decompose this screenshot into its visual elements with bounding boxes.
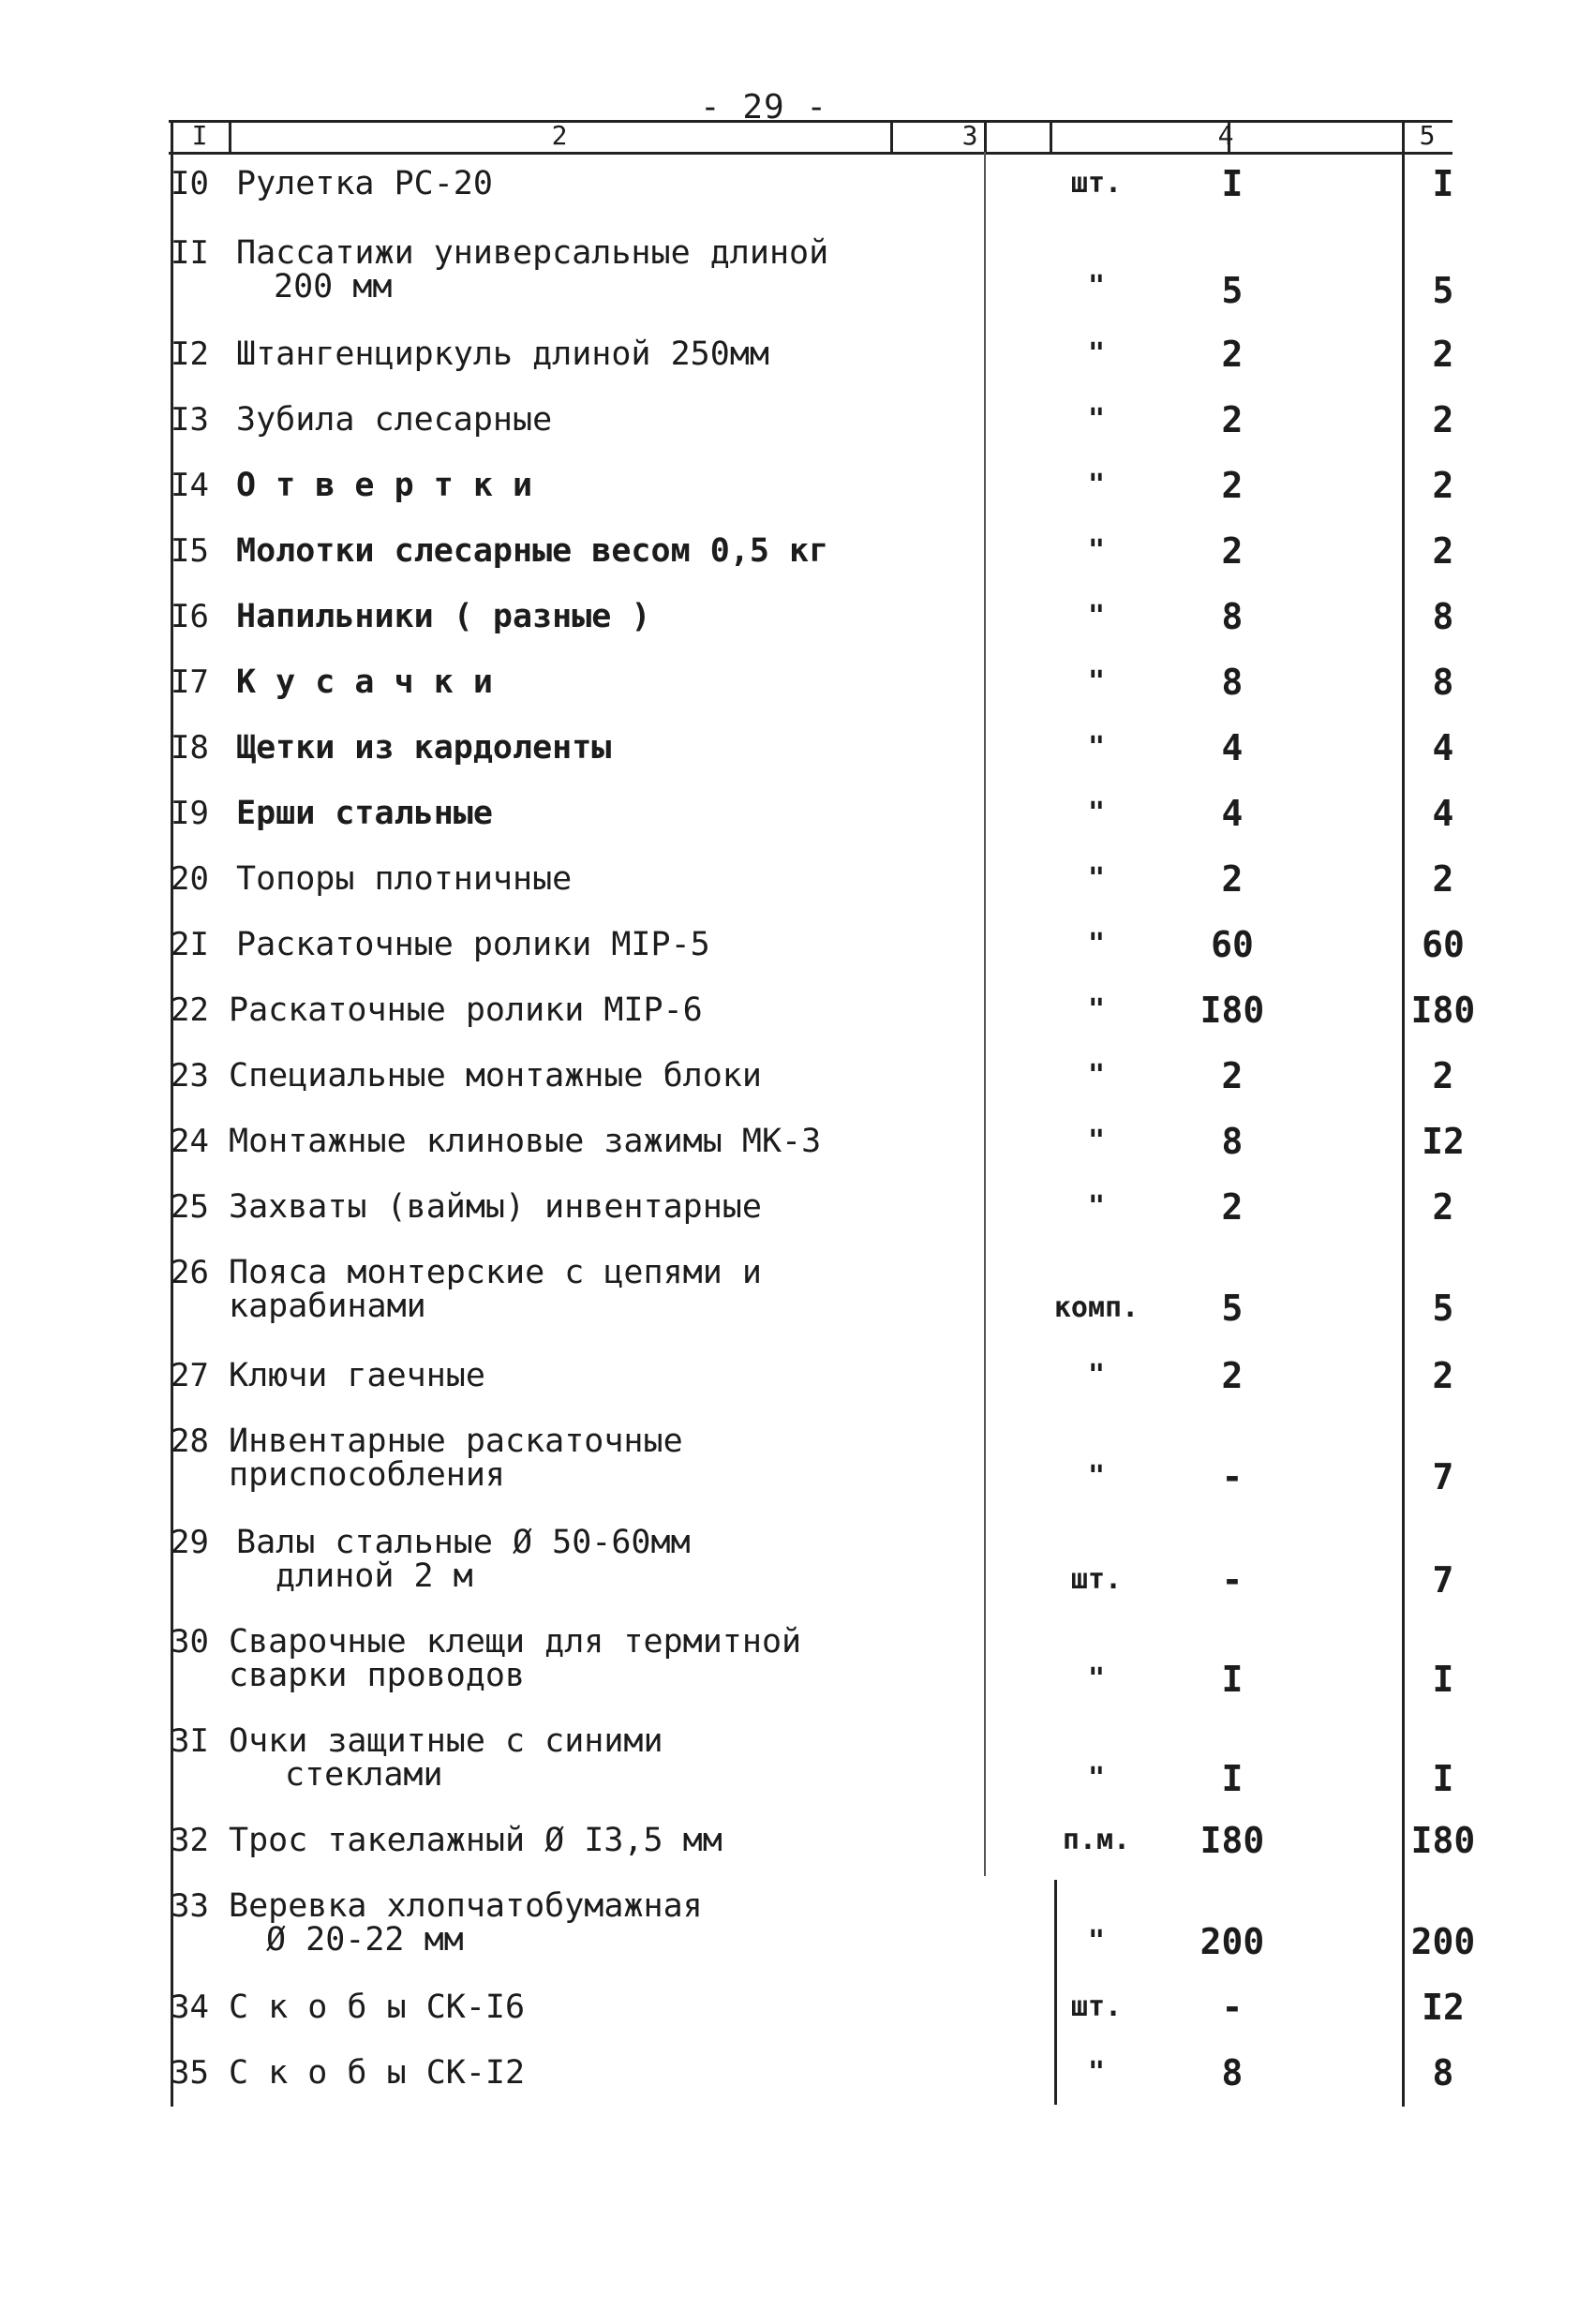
item-name: О т в е р т к и: [236, 467, 533, 504]
unit: ": [1087, 1662, 1106, 1695]
row-number: 26: [171, 1254, 209, 1291]
row-number: 24: [171, 1123, 209, 1160]
unit: шт.: [1070, 1990, 1123, 2023]
row-number: 27: [171, 1357, 209, 1394]
header-col-2: 2: [551, 120, 568, 151]
unit: ": [1087, 1059, 1106, 1092]
row-number: 2I: [171, 926, 209, 963]
quantity-col-5: 7: [1432, 1559, 1454, 1601]
row-number: 35: [171, 2054, 209, 2092]
quantity-col-4: 2: [1221, 465, 1244, 506]
header-bottom-rule: [169, 152, 1452, 155]
quantity-col-5: 2: [1432, 858, 1454, 900]
unit: ": [1087, 534, 1106, 567]
row-number: 20: [171, 860, 209, 898]
quantity-col-4: 2: [1221, 858, 1244, 900]
quantity-col-4: 4: [1221, 793, 1244, 834]
quantity-col-5: I: [1432, 1758, 1454, 1799]
quantity-col-4: 2: [1221, 1055, 1244, 1096]
item-name: Сварочные клещи для термитной сварки проводов: [229, 1623, 802, 1694]
quantity-col-5: 2: [1432, 465, 1454, 506]
unit: шт.: [1070, 167, 1123, 200]
quantity-col-5: 5: [1432, 1288, 1454, 1329]
row-number: I2: [171, 335, 209, 373]
quantity-col-4: 8: [1221, 596, 1244, 637]
quantity-col-4: 8: [1221, 662, 1244, 703]
unit: п.м.: [1062, 1824, 1131, 1856]
row-number: 30: [171, 1623, 209, 1661]
row-number: 22: [171, 991, 209, 1029]
quantity-col-4: 2: [1221, 399, 1244, 440]
unit: комп.: [1053, 1291, 1140, 1324]
unit: ": [1087, 600, 1106, 633]
item-name: Пояса монтерские с цепями и карабинами: [229, 1254, 762, 1325]
quantity-col-4: I: [1221, 163, 1244, 204]
quantity-col-5: 4: [1432, 793, 1454, 834]
row-number: I6: [171, 598, 209, 635]
quantity-col-5: I80: [1410, 990, 1476, 1031]
item-name: Трос такелажный Ø I3,5 мм: [229, 1822, 723, 1859]
unit: ": [1087, 469, 1106, 501]
quantity-col-5: 7: [1432, 1456, 1454, 1497]
item-name: Специальные монтажные блоки: [229, 1057, 762, 1095]
quantity-col-5: 4: [1432, 727, 1454, 768]
unit: ": [1087, 1762, 1106, 1795]
equipment-table: [169, 120, 1476, 2107]
item-name: Зубила слесарные: [236, 401, 553, 439]
quantity-col-5: 200: [1410, 1921, 1476, 1962]
header-col-5: 5: [1419, 120, 1436, 151]
unit: шт.: [1070, 1563, 1123, 1596]
row-number: I7: [171, 663, 209, 701]
unit: ": [1087, 1925, 1106, 1958]
unit: ": [1087, 928, 1106, 961]
item-name: Ключи гаечные: [229, 1357, 485, 1394]
quantity-col-4: 8: [1221, 1121, 1244, 1162]
quantity-col-5: 60: [1422, 924, 1465, 965]
unit: ": [1087, 2056, 1106, 2089]
quantity-col-4: 2: [1221, 530, 1244, 572]
item-name: Валы стальные Ø 50-60мм длиной 2 м: [236, 1524, 691, 1595]
quantity-col-4: -: [1221, 1456, 1244, 1497]
quantity-col-4: 5: [1221, 270, 1244, 311]
row-number: I4: [171, 467, 209, 504]
unit: ": [1087, 337, 1106, 370]
quantity-col-5: 2: [1432, 530, 1454, 572]
item-name: Топоры плотничные: [236, 860, 573, 898]
quantity-col-4: 200: [1199, 1921, 1265, 1962]
unit: ": [1087, 270, 1106, 303]
quantity-col-5: 2: [1432, 399, 1454, 440]
quantity-col-5: 5: [1432, 270, 1454, 311]
quantity-col-5: I2: [1422, 1987, 1465, 2028]
quantity-col-4: 2: [1221, 1355, 1244, 1396]
row-number: 28: [171, 1423, 209, 1460]
item-name: К у с а ч к и: [236, 663, 493, 701]
quantity-col-4: 2: [1221, 334, 1244, 375]
row-number: I9: [171, 795, 209, 832]
row-number: 25: [171, 1188, 209, 1226]
unit: ": [1087, 1359, 1106, 1392]
unit: ": [1087, 731, 1106, 764]
row-number: 34: [171, 1989, 209, 2026]
quantity-col-4: -: [1221, 1987, 1244, 2028]
quantity-col-5: 2: [1432, 1055, 1454, 1096]
header-col-1: I: [191, 120, 208, 151]
unit: ": [1087, 1190, 1106, 1223]
item-name: Веревка хлопчатобумажная Ø 20-22 мм: [229, 1887, 703, 1959]
item-name: Раскаточные ролики МIР-5: [236, 926, 710, 963]
unit: ": [1087, 1460, 1106, 1493]
unit: ": [1087, 797, 1106, 829]
item-name: Рулетка РС-20: [236, 165, 493, 202]
quantity-col-5: I80: [1410, 1820, 1476, 1861]
header-col-3: 3: [961, 120, 978, 151]
row-number: 33: [171, 1887, 209, 1925]
row-number: II: [171, 234, 209, 272]
quantity-col-5: 2: [1432, 1355, 1454, 1396]
row-number: 23: [171, 1057, 209, 1095]
row-number: 29: [171, 1524, 209, 1561]
row-number: I8: [171, 729, 209, 767]
header-col-4: 4: [1217, 120, 1234, 151]
quantity-col-5: 2: [1432, 334, 1454, 375]
quantity-col-4: I80: [1199, 1820, 1265, 1861]
unit: ": [1087, 993, 1106, 1026]
quantity-col-4: 5: [1221, 1288, 1244, 1329]
item-name: Щетки из кардоленты: [236, 729, 612, 767]
item-name: Раскаточные ролики МIР-6: [229, 991, 703, 1029]
item-name: Монтажные клиновые зажимы МК-3: [229, 1123, 822, 1160]
quantity-col-5: I2: [1422, 1121, 1465, 1162]
item-name: С к о б ы СК-I6: [229, 1989, 526, 2026]
row-number: I0: [171, 165, 209, 202]
unit: ": [1087, 665, 1106, 698]
quantity-col-4: -: [1221, 1559, 1244, 1601]
quantity-col-4: 4: [1221, 727, 1244, 768]
page-number: - 29 -: [699, 88, 828, 127]
quantity-col-4: I: [1221, 1758, 1244, 1799]
row-number: 32: [171, 1822, 209, 1859]
quantity-col-5: 2: [1432, 1186, 1454, 1228]
quantity-col-5: 8: [1432, 2052, 1454, 2093]
quantity-col-4: I80: [1199, 990, 1265, 1031]
item-name: Ерши стальные: [236, 795, 493, 832]
item-name: Инвентарные раскаточные приспособления: [229, 1423, 683, 1494]
quantity-col-5: 8: [1432, 596, 1454, 637]
item-name: Захваты (ваймы) инвентарные: [229, 1188, 762, 1226]
quantity-col-5: 8: [1432, 662, 1454, 703]
row-number: I5: [171, 532, 209, 570]
quantity-col-4: 8: [1221, 2052, 1244, 2093]
item-name: Штангенциркуль длиной 250мм: [236, 335, 769, 373]
quantity-col-4: I: [1221, 1659, 1244, 1700]
unit: ": [1087, 862, 1106, 895]
item-name: Напильники ( разные ): [236, 598, 651, 635]
item-name: С к о б ы СК-I2: [229, 2054, 526, 2092]
quantity-col-5: I: [1432, 1659, 1454, 1700]
unit: ": [1087, 403, 1106, 436]
row-number: I3: [171, 401, 209, 439]
row-number: 3I: [171, 1722, 209, 1760]
table-top-rule: [169, 120, 1452, 123]
quantity-col-4: 2: [1221, 1186, 1244, 1228]
quantity-col-5: I: [1432, 163, 1454, 204]
item-name: Молотки слесарные весом 0,5 кг: [236, 532, 829, 570]
quantity-col-4: 60: [1211, 924, 1254, 965]
item-name: Пассатижи универсальные длиной 200 мм: [236, 234, 829, 305]
unit: ": [1087, 1125, 1106, 1157]
item-name: Очки защитные с синими стеклами: [229, 1722, 663, 1794]
